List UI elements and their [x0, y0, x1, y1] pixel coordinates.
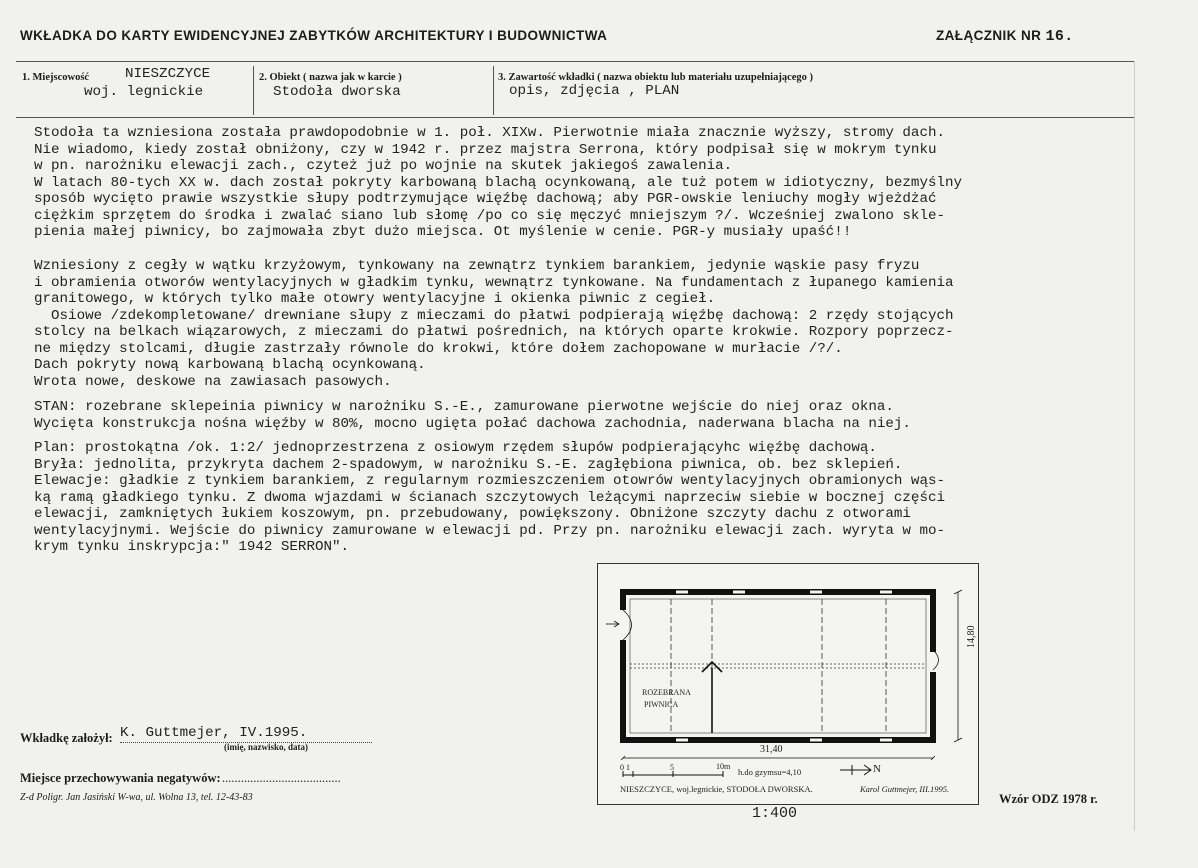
scale-label-5: 5 — [670, 763, 674, 772]
form-title: WKŁADKA DO KARTY EWIDENCYJNEJ ZABYTKÓW ARCHITEKTURY I BUDOWNICTWA — [20, 28, 608, 43]
scale-label-10: 10m — [716, 762, 731, 771]
attachment-label: ZAŁĄCZNIK NR — [936, 28, 1042, 43]
divider — [1134, 61, 1135, 831]
divider — [493, 66, 494, 115]
text-line: Wzniesiony z cegły w wątku krzyżowym, tynkowany na zewnątrz tynkiem barankiem, jedynie wąskie pasy fryzu — [34, 258, 920, 274]
text-line: i obramienia otworów wentylacyjnych w gładkim tynku, wewnątrz tynkowane. Na fundamentach z łupanego kamienia — [34, 274, 954, 291]
paragraph-description — [34, 440, 945, 556]
text-line: Wrota nowe, deskowe na zawiasach pasowych. — [34, 373, 392, 390]
text-line: Dach pokryty nową karbowaną blachą ocynkowaną. — [34, 357, 426, 373]
north-arrow — [840, 765, 871, 775]
height-note: h.do gzymsu=4,10 — [738, 767, 802, 777]
dimension-length — [621, 756, 935, 760]
text-line: ciężkim sprzętem do środka i zwalać siano lub słomę /po co się męczyć mniejszym ?/. Wcześniej zwalono skle- — [34, 207, 945, 224]
text-line: STAN: rozebrane sklepeinia piwnicy w narożniku S.-E., zamurowane pierwotne wejście do niej oraz okna. — [34, 399, 894, 415]
dimension-length-label: 31,40 — [760, 744, 783, 755]
tie-beams — [671, 599, 886, 733]
cellar-partition — [702, 662, 722, 733]
location-value: NIESZCZYCE — [125, 66, 211, 82]
text-line: pienia małej piwnicy, bo zajmowała zbyt dużo miejsca. Ot myślenie w cenie. PGR-y musiały upaść!! — [34, 224, 852, 240]
voivodeship-value: woj. legnickie — [84, 84, 204, 100]
scale-label-0: 0 1 — [620, 763, 630, 772]
text-line: Elewacje: gładkie z tynkiem barankiem, z regularnym rozmieszczeniem otowrów wentylacyjnych obramionych wąs- — [34, 473, 945, 489]
text-line: granitowego, w których tylko małe otowry wentylacyjne i okienka piwnic z cegieł. — [34, 291, 716, 307]
dimension-height-label: 14,80 — [966, 625, 977, 648]
text-line: Nie wiadomo, kiedy został obniżony, czy w 1942 r. przez majstra Serrona, który podpisał się w mokrym tynku — [34, 141, 937, 158]
plan-caption: NIESZCZYCE, woj.legnickie, STODOŁA DWORSKA. — [620, 784, 813, 794]
divider — [253, 66, 254, 115]
text-line: wentylacyjnymi. Wejście do piwnicy zamurowane w elewacji pd. Przy pn. narożniku elewacji zach. wyryta w mo- — [34, 522, 945, 539]
text-line: ką ramą gładkiego tynku. Z dwoma wjazdami w ścianach szczytowych leżącymi naprzeciw siebie w bocznej części — [34, 489, 945, 506]
plan-scale: 1:400 — [752, 805, 798, 822]
attachment-number — [936, 28, 1074, 45]
text-line: Wycięta konstrukcja nośna więźby w 80%, mocno ugięta połać dachowa zachodnia, naderwana blacha na niej. — [34, 415, 911, 432]
text-line: Osiowe /zdekompletowane/ drewniane słupy z mieczami do płatwi podpierają więźbę dachową: 2 rzędy stojących — [34, 307, 954, 324]
gate-east — [933, 650, 939, 672]
template-note: Wzór ODZ 1978 r. — [999, 792, 1098, 806]
founded-value: K. Guttmejer, IV.1995. — [120, 725, 372, 743]
attachment-value: 16. — [1045, 28, 1074, 45]
object-value: Stodoła dworska — [273, 84, 401, 100]
divider — [16, 117, 1134, 118]
text-line: elewacji, zamkniętych łukiem koszowym, pn. przebudowany, powiększony. Obniżone szczyty dachu z otworami — [34, 506, 911, 522]
plan-author-signature: Karol Guttmejer, III.1995. — [860, 784, 950, 794]
plan-frame — [597, 563, 979, 805]
content-value: opis, zdjęcia , PLAN — [509, 83, 680, 99]
text-line: Bryła: jednolita, przykryta dachem 2-spadowym, w narożniku S.-E. zagłębiona piwnica, ob. bez sklepień. — [34, 456, 903, 473]
text-line: ne między stolcami, długie zastrzały równole do krokwi, które dołem zachopowane w murłacie /?/. — [34, 340, 843, 357]
text-line: W latach 80-tych XX w. dach został pokryty karbowaną blachą ocynkowaną, ale tuż potem w idiotyczny, bezmyślny — [34, 174, 963, 191]
cellar-label: PIWNICA — [644, 700, 679, 709]
founded-hint: (imię, nazwisko, data) — [224, 742, 308, 752]
building-outline — [623, 592, 933, 740]
text-line: stolcy na belkach wiązarowych, z mieczami do płatwi pośrednich, na których oparte krokwie. Rozpory poprzecz- — [34, 324, 954, 340]
printer-note: Z-d Poligr. Jan Jasiński W-wa, ul. Wolna 13, tel. 12-43-83 — [20, 792, 253, 803]
content-label: 3. Zawartość wkładki ( nazwa obiektu lub materiału uzupełniającego ) — [498, 72, 814, 83]
divider — [16, 61, 1134, 62]
paragraph-history — [34, 125, 962, 241]
location-label: 1. Miejscowość — [22, 72, 90, 83]
paragraph-condition — [34, 399, 911, 432]
gate-west — [606, 610, 632, 640]
text-line: w pn. narożniku elewacji zach., czyteż już po wojnie na skutek jakiegoś zawalenia. — [34, 158, 733, 174]
text-line: Stodoła ta wzniesiona została prawdopodobnie w 1. poł. XIXw. Pierwotnie miała znacznie wyższy, stromy dach. — [34, 125, 945, 141]
paragraph-construction — [34, 258, 954, 390]
text-line: sposób wycięto prawie wszystkie słupy podtrzymujące więźbę dachową; aby PGR-owskie leniuchy mogły wjeżdżać — [34, 191, 937, 207]
object-label: 2. Obiekt ( nazwa jak w karcie ) — [259, 72, 402, 83]
founded-label: Wkładkę założył: — [20, 731, 113, 745]
north-label: N — [873, 763, 881, 775]
cellar-label: ROZEBRANA — [642, 688, 691, 697]
text-line: Plan: prostokątna /ok. 1:2/ jednoprzestrzena z osiowym rzędem słupów podpierającyhc więźbę dachową. — [34, 440, 877, 456]
post-axis — [630, 664, 926, 668]
negatives-dots: ...................................... — [222, 771, 341, 785]
dimension-height — [954, 590, 962, 742]
negatives-label: Miejsce przechowywania negatywów: — [20, 771, 221, 785]
text-line: krym tynku inskrypcja:" 1942 SERRON". — [34, 539, 350, 555]
